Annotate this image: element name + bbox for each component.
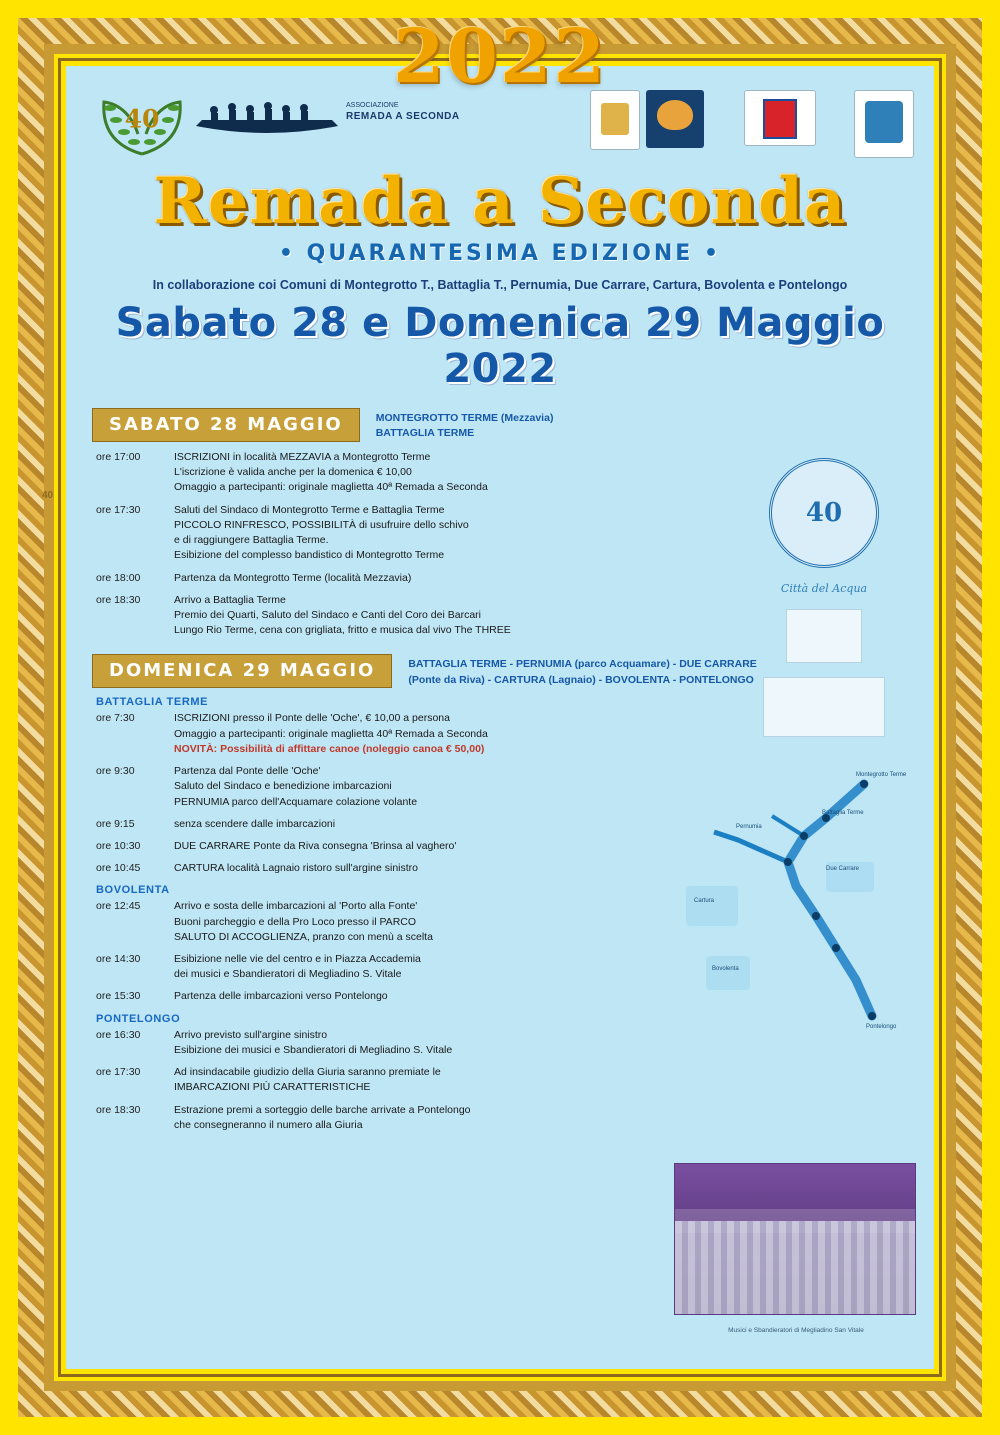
schedule-desc: [174, 1065, 441, 1095]
schedule-row: [96, 1065, 908, 1095]
sponsor-badge-4: [854, 90, 914, 158]
desc-line: Premio dei Quarti, Saluto del Sindaco e Canti del Coro dei Barcari: [174, 608, 481, 621]
map-label: Battaglia Terme: [822, 810, 864, 816]
schedule-time: ore 16:30: [96, 1028, 141, 1041]
route-map: [676, 766, 916, 1056]
schedule-desc: [174, 839, 456, 854]
schedule-time: ore 17:30: [96, 1066, 141, 1079]
desc-line: PERNUMIA parco dell'Acquamare colazione volante: [174, 795, 418, 808]
desc-line: SALUTO DI ACCOGLIENZA, pranzo con menù a scelta: [174, 930, 433, 943]
schedule-time: ore 14:30: [96, 953, 141, 966]
right-sponsor-column: [736, 458, 912, 737]
desc-line: IMBARCAZIONI PIÙ CARATTERISTICHE: [174, 1081, 371, 1094]
poster-dates: Sabato 28 e Domenica 29 Maggio 2022: [115, 300, 885, 392]
schedule-desc: [174, 503, 469, 564]
schedule-desc: [174, 989, 388, 1004]
schedule-time: ore 15:30: [96, 990, 141, 1003]
section-city: BATTAGLIA TERME: [96, 696, 209, 709]
schedule-desc: [174, 952, 421, 982]
sponsor-script-text: Città del Acqua: [780, 582, 868, 595]
schedule-time: ore 9:15: [96, 817, 135, 830]
desc-line: Esibizione nelle vie del centro e in Piazza Accademia: [174, 953, 421, 966]
map-label: Due Carrare: [826, 866, 860, 872]
poster-title: Remada a Seconda: [153, 164, 847, 239]
day-banner-saturday: SABATO 28 MAGGIO: [92, 408, 360, 442]
association-small: ASSOCIAZIONE: [346, 102, 399, 109]
desc-line: Ad insindacabile giudizio della Giuria saranno premiate le: [174, 1066, 441, 1079]
desc-line: DUE CARRARE Ponte da Riva consegna 'Brinsa al vaghero': [174, 839, 457, 852]
schedule-time: ore 10:45: [96, 862, 141, 875]
desc-line: Omaggio a partecipanti: originale maglietta 40ª Remada a Seconda: [174, 481, 488, 494]
sponsor-logo-2: [763, 677, 885, 737]
section-city: BOVOLENTA: [96, 884, 170, 897]
schedule-desc: [174, 861, 418, 876]
schedule-row: [96, 1103, 908, 1133]
schedule-desc: [174, 711, 488, 757]
photo-caption: Musici e Sbandieratori di Megliadino San Vitale: [728, 1326, 864, 1334]
place-line: (Ponte da Riva) - CARTURA (Lagnaio) - BOVOLENTA - PONTELONGO: [408, 673, 754, 686]
desc-line: Esibizione dei musici e Sbandieratori di Megliadino S. Vitale: [174, 1043, 453, 1056]
association-name: REMADA A SECONDA: [346, 110, 460, 122]
event-photo: [674, 1163, 916, 1315]
schedule-desc: [174, 899, 433, 945]
map-label: Pontelongo: [866, 1024, 897, 1030]
desc-line: ISCRIZIONI presso il Ponte delle 'Oche', € 10,00 a persona: [174, 712, 450, 725]
schedule-desc: [174, 450, 488, 496]
desc-line: Partenza dal Ponte delle 'Oche': [174, 765, 321, 778]
desc-line: Buoni parcheggio e della Pro Loco presso il PARCO: [174, 915, 417, 928]
desc-line: Esibizione del complesso bandistico di Montegrotto Terme: [174, 549, 445, 562]
day-places-saturday: [376, 408, 554, 441]
schedule-time: ore 10:30: [96, 839, 141, 852]
schedule-desc: [174, 593, 511, 639]
schedule-time: ore 9:30: [96, 765, 135, 778]
place-line: BATTAGLIA TERME: [375, 427, 475, 440]
schedule-desc: [174, 1103, 471, 1133]
day-places-sunday: [408, 654, 756, 687]
place-line: MONTEGROTTO TERME (Mezzavia): [375, 412, 554, 424]
desc-line: Arrivo a Battaglia Terme: [174, 593, 286, 606]
photo-crowd: [675, 1221, 915, 1314]
schedule-time: ore 18:30: [96, 1103, 141, 1116]
desc-line: Saluto del Sindaco e benedizione imbarcazioni: [174, 780, 392, 793]
section-city: PONTELONGO: [96, 1012, 181, 1025]
association-label: [346, 102, 460, 123]
desc-line: NOVITÀ: Possibilità di affittare canoe (noleggio canoa € 50,00): [174, 742, 485, 755]
map-label: Bovolenta: [712, 966, 739, 972]
schedule-desc: [174, 571, 411, 586]
rail-number-left: 40: [42, 490, 54, 501]
poster-year: 2022: [393, 14, 607, 100]
schedule-time: ore 17:00: [96, 451, 141, 463]
desc-line: Saluti del Sindaco di Montegrotto Terme e Battaglia Terme: [174, 503, 445, 516]
desc-line: Partenza da Montegrotto Terme (località Mezzavia): [174, 571, 412, 584]
place-line: BATTAGLIA TERME - PERNUMIA (parco Acquamare) - DUE CARRARE: [408, 658, 757, 671]
schedule-desc: [174, 817, 335, 832]
desc-line: ISCRIZIONI in località MEZZAVIA a Montegrotto Terme: [174, 451, 431, 463]
schedule-time: ore 18:30: [96, 593, 141, 606]
day-header-saturday: [92, 408, 908, 442]
desc-line: CARTURA località Lagnaio ristoro sull'argine sinistro: [174, 862, 419, 875]
desc-line: Arrivo previsto sull'argine sinistro: [174, 1028, 328, 1041]
schedule-desc: [174, 764, 417, 810]
desc-line: e di raggiungere Battaglia Terme.: [174, 534, 329, 547]
anniversary-seal-icon: 40: [769, 458, 879, 568]
anniversary-number: 40: [124, 104, 160, 134]
schedule-time: ore 17:30: [96, 503, 141, 516]
poster-collaboration: In collaborazione coi Comuni di Montegrotto T., Battaglia T., Pernumia, Due Carrare, Cartura, Bovolenta e Pontelongo: [152, 278, 848, 292]
desc-line: Omaggio a partecipanti: originale maglietta 40ª Remada a Seconda: [174, 727, 488, 740]
sponsor-logo-1: [786, 609, 862, 663]
schedule-time: ore 18:00: [96, 571, 141, 584]
map-label: Pernumia: [736, 824, 762, 830]
desc-line: PICCOLO RINFRESCO, POSSIBILITÀ di usufruire dello schivo: [174, 518, 469, 531]
schedule-time: ore 12:45: [96, 900, 141, 913]
map-label: Cartura: [694, 898, 715, 904]
desc-line: che consegneranno il numero alla Giuria: [174, 1118, 363, 1131]
schedule-time: ore 7:30: [96, 712, 135, 725]
poster-body: [66, 66, 934, 1369]
map-label: Montegrotto Terme: [856, 772, 907, 778]
desc-line: L'iscrizione è valida anche per la domenica € 10,00: [174, 466, 412, 479]
day-banner-sunday: DOMENICA 29 MAGGIO: [92, 654, 392, 688]
desc-line: Estrazione premi a sorteggio delle barche arrivate a Pontelongo: [174, 1103, 471, 1116]
desc-line: dei musici e Sbandieratori di Megliadino S. Vitale: [174, 968, 402, 981]
desc-line: senza scendere dalle imbarcazioni: [174, 817, 336, 830]
poster-subtitle: • QUARANTESIMA EDIZIONE •: [278, 241, 722, 266]
rowing-boat-icon: [192, 96, 342, 140]
desc-line: Partenza delle imbarcazioni verso Pontelongo: [174, 990, 388, 1003]
desc-line: Lungo Rio Terme, cena con grigliata, fritto e musica dal vivo The THREE: [174, 624, 511, 637]
desc-line: Arrivo e sosta delle imbarcazioni al 'Porto alla Fonte': [174, 900, 418, 913]
schedule-desc: [174, 1028, 452, 1058]
